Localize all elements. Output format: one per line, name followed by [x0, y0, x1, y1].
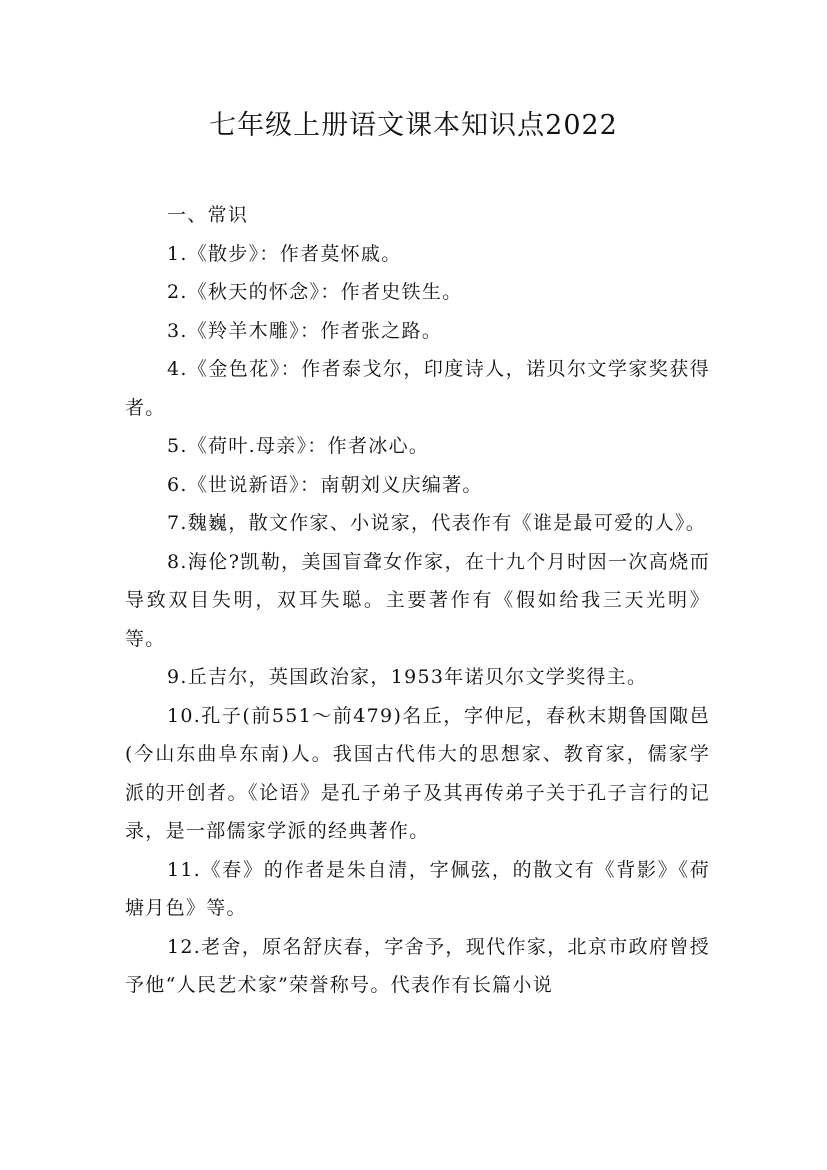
- paragraph-9: 9.丘吉尔，英国政治家，1953年诺贝尔文学奖得主。: [167, 666, 648, 688]
- paragraph-7: 7.魏巍，散文作家、小说家，代表作有《谁是最可爱的人》。: [167, 512, 707, 534]
- paragraph-12: 12.老舍，原名舒庆春，字舍予，现代作家，北京市政府曾授予他“人民艺术家”荣誉称号。代表作有长篇小说: [125, 935, 710, 996]
- paragraph-8: 8.海伦?凯勒，美国盲聋女作家，在十九个月时因一次高烧而导致双目失明，双耳失聪。主要著作有《假如给我三天光明》等。: [125, 550, 710, 650]
- document-body: [125, 196, 710, 1005]
- paragraph-6: 6.《世说新语》：南朝刘义庆编著。: [167, 473, 483, 496]
- section-heading: 一、常识: [167, 204, 249, 226]
- paragraph-11: 11.《春》的作者是朱自清，字佩弦，的散文有《背影》《荷塘月色》等。: [125, 858, 710, 919]
- paragraph-3: 3.《羚羊木雕》：作者张之路。: [167, 319, 443, 342]
- paragraph-4: 4.《金色花》：作者泰戈尔，印度诗人，诺贝尔文学家奖获得者。: [125, 358, 710, 419]
- paragraph-1: 1.《散步》：作者莫怀戚。: [167, 242, 402, 265]
- document-title: 七年级上册语文课本知识点2022: [209, 110, 618, 141]
- paragraph-5: 5.《荷叶.母亲》：作者冰心。: [167, 435, 430, 457]
- paragraph-2: 2.《秋天的怀念》：作者史铁生。: [167, 281, 463, 303]
- paragraph-10: 10.孔子(前551～前479)名丘，字仲尼，春秋末期鲁国陬邑(今山东曲阜东南)人。我国古代伟大的思想家、教育家，儒家学派的开创者。《论语》是孔子弟子及其再传弟子关于孔子言行的记录，是一部儒家学派的经典著作。: [125, 704, 710, 842]
